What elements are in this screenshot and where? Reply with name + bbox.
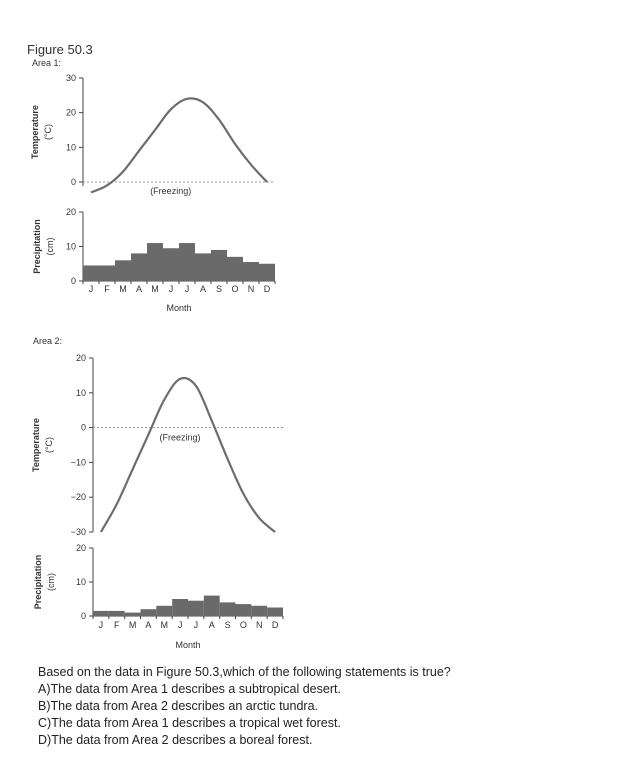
temperature-tick-label: 30 [65,73,76,83]
month-label: A [199,284,207,294]
precipitation-bar-3 [115,260,131,281]
precipitation-axis-unit: (cm) [46,573,56,591]
question-block [38,664,613,749]
temperature-tick-label: 10 [65,142,76,153]
freezing-label: (Freezing) [159,432,201,443]
precipitation-bar-11 [251,606,267,616]
question-stem: Based on the data in Figure 50.3,which of the following statements is true? [38,665,451,679]
area-2-chart [31,336,283,650]
precipitation-bar-6 [172,599,188,616]
month-label: M [128,620,137,630]
month-label: J [98,620,104,630]
precipitation-bar-10 [227,257,243,281]
month-label: S [224,620,231,630]
option-a: A)The data from Area 1 describes a subtropical desert. [38,682,341,696]
freezing-label: (Freezing) [150,186,192,196]
option-c: C)The data from Area 1 describes a tropical wet forest. [38,716,341,730]
month-label: A [135,284,143,294]
month-label: F [104,284,110,294]
month-label: D [263,284,271,294]
option-b: B)The data from Area 2 describes an arctic tundra. [38,699,318,713]
option-d: D)The data from Area 2 describes a boreal forest. [38,733,313,747]
precipitation-tick-label: 0 [70,276,76,286]
precipitation-axis-title: Precipitation [32,219,42,274]
precipitation-tick-label: 20 [75,543,86,553]
precipitation-bar-6 [163,248,179,281]
precipitation-bar-3 [125,613,141,616]
precipitation-tick-label: 20 [65,207,76,217]
area-1-chart [30,58,275,313]
temperature-tick-label: −10 [70,457,86,468]
precipitation-axis-unit: (cm) [45,237,55,256]
temperature-tick-label: 0 [70,177,76,187]
month-label: D [271,620,279,630]
precipitation-bar-10 [236,604,252,616]
temperature-axis-unit: (°C) [43,123,53,141]
month-label: M [160,620,168,630]
month-label: A [208,620,215,630]
precipitation-bar-2 [109,611,125,616]
temperature-tick-label: −20 [70,492,86,503]
month-label: F [114,620,120,630]
precipitation-bar-4 [141,609,157,616]
month-label: J [193,620,199,630]
precipitation-tick-label: 10 [75,577,86,587]
month-label: M [151,284,159,294]
temperature-tick-label: 20 [75,353,86,363]
precipitation-tick-label: 10 [65,241,76,252]
x-axis-title: Month [166,303,192,313]
temperature-axis-title: Temperature [30,105,40,159]
precipitation-bar-9 [211,250,227,281]
precipitation-bar-4 [131,253,147,281]
month-label: J [184,284,190,294]
precipitation-bar-8 [204,596,220,616]
area-label: Area 1: [32,58,62,68]
month-label: J [88,284,94,294]
temperature-axis-title: Temperature [31,418,41,472]
precipitation-bar-1 [83,265,99,281]
temperature-tick-label: 0 [80,422,86,433]
precipitation-bar-8 [195,253,211,281]
month-label: J [177,620,183,630]
precipitation-bar-2 [99,265,115,281]
x-axis-title: Month [175,640,201,650]
temperature-axis-unit: (°C) [44,436,54,454]
month-label: A [145,620,152,630]
month-label: J [168,284,174,294]
precipitation-bar-7 [188,601,204,616]
temperature-tick-label: −30 [70,527,86,537]
precipitation-tick-label: 0 [80,611,86,621]
figure-title: Figure 50.3 [27,42,93,57]
month-label: S [215,284,223,294]
precipitation-bar-12 [259,264,275,281]
precipitation-bar-9 [220,602,236,616]
temperature-line [91,98,267,192]
precipitation-axis-title: Precipitation [33,554,43,610]
temperature-tick-label: 10 [75,387,86,398]
area-label: Area 2: [33,336,63,346]
month-label: N [247,284,255,294]
temperature-line [101,378,275,532]
month-label: O [239,620,247,630]
temperature-tick-label: 20 [65,107,76,118]
precipitation-bar-11 [243,262,259,281]
month-label: M [119,284,127,294]
precipitation-bar-5 [147,243,163,281]
precipitation-bar-7 [179,243,195,281]
precipitation-bar-5 [156,606,172,616]
month-label: N [256,620,263,630]
month-label: O [231,284,239,294]
precipitation-bar-12 [267,608,283,617]
precipitation-bar-1 [93,611,109,616]
